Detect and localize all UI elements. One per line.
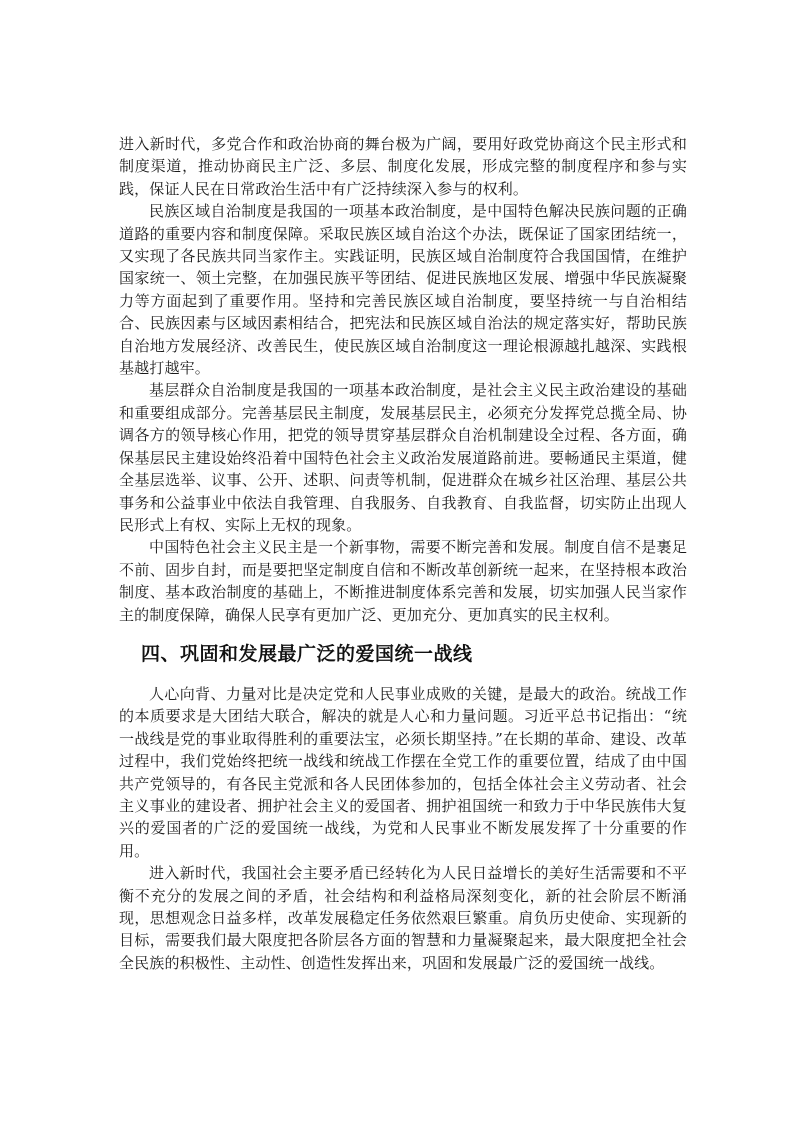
paragraph-grassroots-self-governance: 基层群众自治制度是我国的一项基本政治制度，是社会主义民主政治建设的基础和重要组成部分。完善基层民主制度，发展基层民主，必须充分发挥党总揽全局、协调各方的领导核心作用，把党的领导贯穿基层群众自治机制建设全过程、各方面，确保基层民主建设始终沿着中国特色社会主义政治发展道路前进。要畅通民主渠道，健全基层选举、议事、公开、述职、问责等机制，促进群众在城乡社区治理、基层公共事务和公益事业中依法自我管理、自我服务、自我教育、自我监督，切实防止出现人民形式上有权、实际上无权的现象。 xyxy=(119,381,687,534)
paragraph-new-era-united-front: 进入新时代，我国社会主要矛盾已经转化为人民日益增长的美好生活需要和不平衡不充分的发展之间的矛盾，社会结构和利益格局深刻变化，新的社会阶层不断涌现，思想观念日益多样，改革发展稳定任务依然艰巨繁重。肩负历史使命、实现新的目标，需要我们最大限度把各阶层各方面的智慧和力量凝聚起来，最大限度把全社会全民族的积极性、主动性、创造性发挥出来，巩固和发展最广泛的爱国统一战线。 xyxy=(119,864,687,972)
paragraph-regional-ethnic-autonomy: 民族区域自治制度是我国的一项基本政治制度，是中国特色解决民族问题的正确道路的重要内容和制度保障。采取民族区域自治这个办法，既保证了国家团结统一，又实现了各民族共同当家作主。实践证明，民族区域自治制度符合我国国情，在维护国家统一、领土完整，在加强民族平等团结、促进民族地区发展、增强中华民族凝聚力等方面起到了重要作用。坚持和完善民族区域自治制度，要坚持统一与自治相结合、民族因素与区域因素相结合，把宪法和民族区域自治法的规定落实好，帮助民族自治地方发展经济、改善民生，使民族区域自治制度这一理论根源越扎越深、实践根基越打越牢。 xyxy=(119,202,687,378)
section-heading: 四、巩固和发展最广泛的爱国统一战线 xyxy=(141,642,473,665)
paragraph-socialist-democracy: 中国特色社会主义民主是一个新事物，需要不断完善和发展。制度自信不是裹足不前、固步自封，而是要把坚定制度自信和不断改革创新统一起来，在坚持根本政治制度、基本政治制度的基础上，不断推进制度体系完善和发展，切实加强人民当家作主的制度保障，确保人民享有更加广泛、更加充分、更加真实的民主权利。 xyxy=(119,538,687,624)
paragraph-multiparty-cooperation: 进入新时代，多党合作和政治协商的舞台极为广阔，要用好政党协商这个民主形式和制度渠道，推动协商民主广泛、多层、制度化发展，形成完整的制度程序和参与实践，保证人民在日常政治生活中有广泛持续深入参与的权利。 xyxy=(119,135,687,198)
paragraph-united-front-importance: 人心向背、力量对比是决定党和人民事业成败的关键，是最大的政治。统战工作的本质要求是大团结大联合，解决的就是人心和力量问题。习近平总书记指出：“统一战线是党的事业取得胜利的重要法宝，必须长期坚持。”在长期的革命、建设、改革过程中，我们党始终把统一战线和统战工作摆在全党工作的重要位置，结成了由中国共产党领导的，有各民主党派和各人民团体参加的，包括全体社会主义劳动者、社会主义事业的建设者、拥护社会主义的爱国者、拥护祖国统一和致力于中华民族伟大复兴的爱国者的广泛的爱国统一战线，为党和人民事业不断发展发挥了十分重要的作用。 xyxy=(119,684,687,860)
